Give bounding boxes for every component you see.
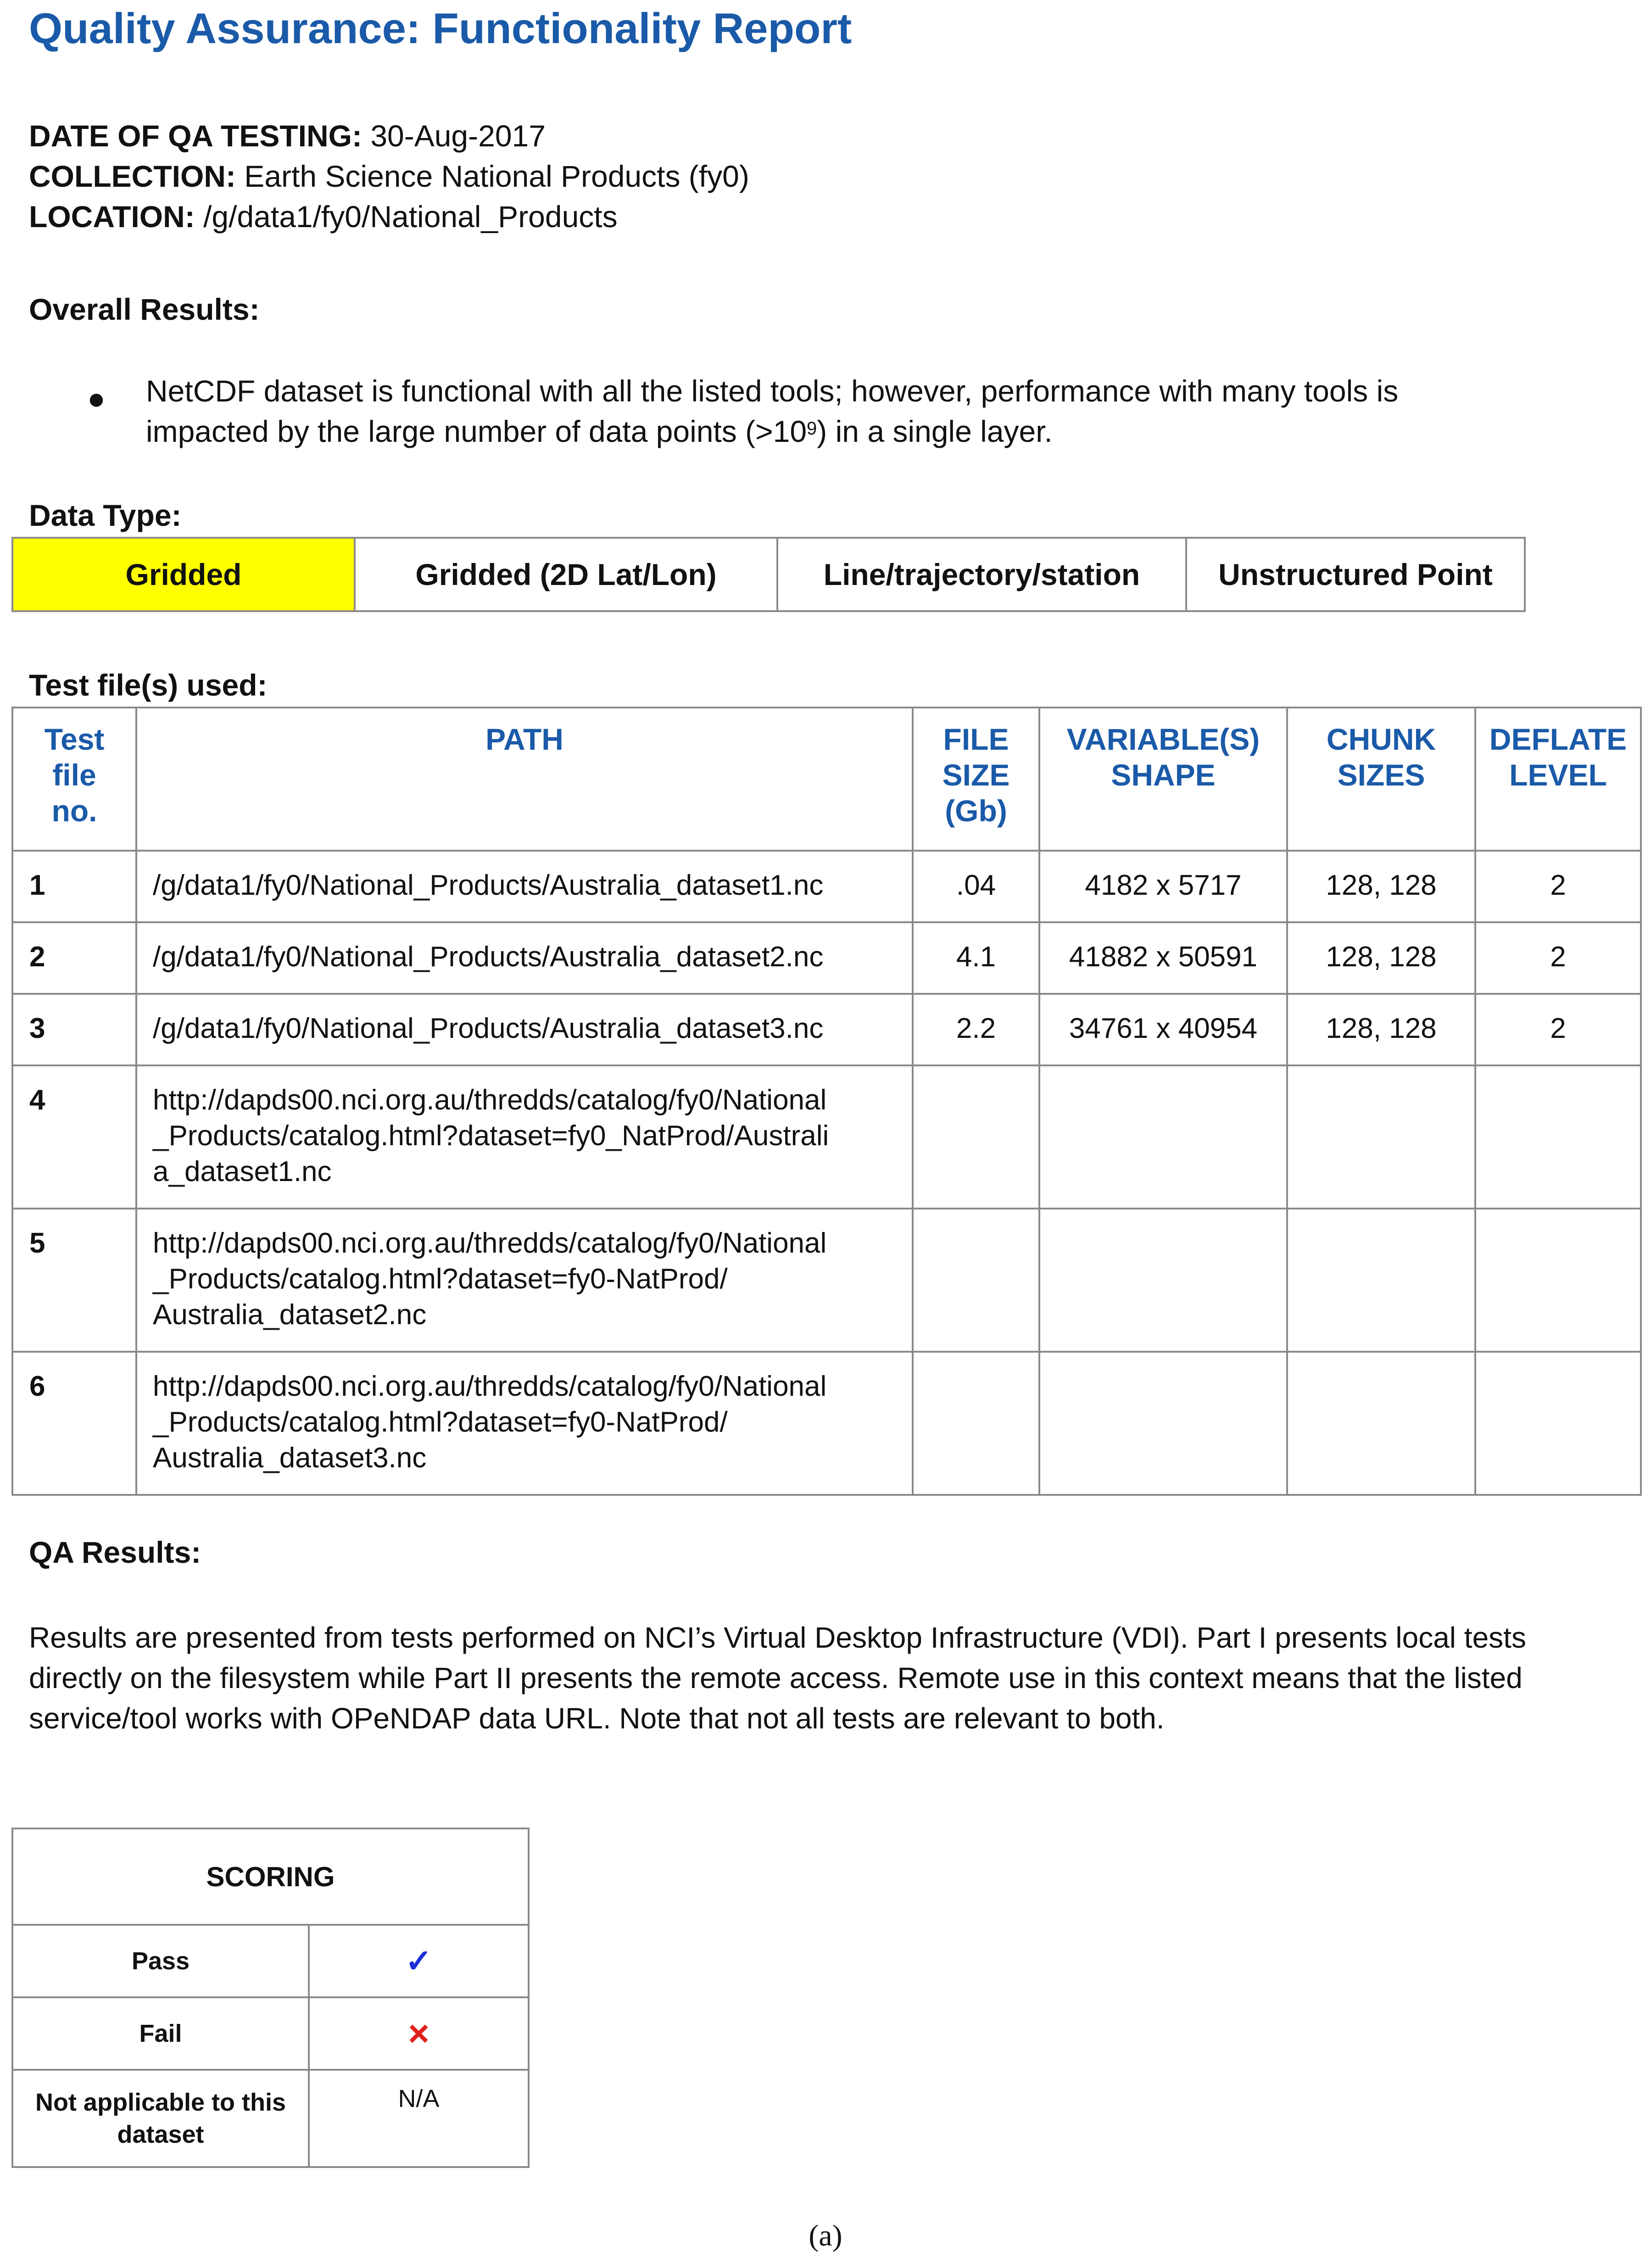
cell-size (913, 1209, 1039, 1352)
check-icon: ✓ (309, 1925, 529, 1997)
table-row (12, 994, 1641, 1065)
cell-path (136, 851, 913, 922)
col-header-line: file (52, 758, 96, 792)
cell-no: 5 (12, 1209, 136, 1352)
cross-icon: × (309, 1997, 529, 2070)
scoring-row (12, 1997, 529, 2070)
collection-value: Earth Science National Products (fy0) (244, 159, 749, 193)
data-type-line: Line/trajectory/station (777, 538, 1186, 611)
col-header-line: FILE (943, 722, 1009, 756)
col-header-no (12, 708, 136, 851)
path-line: Australia_dataset2.nc (153, 1299, 427, 1331)
data-type-unstructured: Unstructured Point (1186, 538, 1525, 611)
path-line: /g/data1/fy0/National_Products/Australia_dataset2.nc (153, 941, 824, 973)
col-header-line: no. (51, 794, 97, 828)
cell-chunk (1287, 1352, 1475, 1495)
cell-size (913, 1352, 1039, 1495)
col-header-line: DEFLATE (1489, 722, 1627, 756)
path-line: http://dapds00.nci.org.au/thredds/catalog/fy0/National (153, 1371, 827, 1402)
col-header-deflate (1475, 708, 1641, 851)
bullet-icon: ● (87, 381, 106, 415)
cell-deflate (1475, 1065, 1641, 1209)
report-title: Quality Assurance: Functionality Report (29, 4, 852, 52)
location-value: /g/data1/fy0/National_Products (203, 200, 618, 234)
cell-path (136, 922, 913, 994)
data-type-gridded: Gridded (12, 538, 355, 611)
cell-path (136, 994, 913, 1065)
location-line (29, 196, 618, 237)
table-row (12, 1209, 1641, 1352)
na-value: N/A (309, 2070, 529, 2167)
scoring-label: Fail (12, 1997, 309, 2070)
table-row (12, 922, 1641, 994)
cell-deflate: 2 (1475, 922, 1641, 994)
cell-no: 2 (12, 922, 136, 994)
cell-shape (1039, 1209, 1287, 1352)
test-files-table (11, 707, 1642, 1496)
col-header-line: SHAPE (1111, 758, 1216, 792)
scoring-title: SCORING (12, 1828, 529, 1925)
cell-deflate (1475, 1209, 1641, 1352)
collection-line (29, 156, 749, 196)
test-files-heading: Test file(s) used: (29, 668, 268, 702)
date-line (29, 116, 546, 156)
col-header-path: PATH (136, 708, 913, 851)
cell-shape (1039, 1065, 1287, 1209)
cell-chunk (1287, 1065, 1475, 1209)
cell-path (136, 1065, 913, 1209)
qa-results-paragraph: Results are presented from tests performed on NCI’s Virtual Desktop Infrastructure (VDI). Part I presents local tests directly on the filesystem while Part II presents the remote access. Remote use in this context means that the listed service/tool works with OPeNDAP data URL. Note that not all tests are relevant to both. (29, 1621, 1526, 1735)
col-header-line: LEVEL (1509, 758, 1607, 792)
cell-shape: 4182 x 5717 (1039, 851, 1287, 922)
col-header-size (913, 708, 1039, 851)
cell-chunk: 128, 128 (1287, 922, 1475, 994)
cell-chunk: 128, 128 (1287, 994, 1475, 1065)
scoring-table (11, 1828, 530, 2168)
scoring-label: Pass (12, 1925, 309, 1997)
cell-no: 3 (12, 994, 136, 1065)
qa-results-heading: QA Results: (29, 1535, 201, 1569)
collection-label: COLLECTION: (29, 159, 236, 193)
scoring-row (12, 1925, 529, 1997)
col-header-line: SIZES (1337, 758, 1425, 792)
cell-no: 4 (12, 1065, 136, 1209)
cell-size: .04 (913, 851, 1039, 922)
path-line: a_dataset1.nc (153, 1156, 332, 1187)
path-line: http://dapds00.nci.org.au/thredds/catalog/fy0/National (153, 1227, 827, 1259)
table-row (12, 1352, 1641, 1495)
overall-results-bullet (146, 371, 1523, 451)
table-header-row (12, 708, 1641, 851)
col-header-line: SIZE (942, 758, 1010, 792)
path-line: http://dapds00.nci.org.au/thredds/catalog/fy0/National (153, 1084, 827, 1116)
date-value: 30-Aug-2017 (370, 119, 546, 153)
col-header-line: (Gb) (945, 794, 1007, 828)
scoring-label: Not applicable to this dataset (12, 2070, 309, 2167)
path-line: _Products/catalog.html?dataset=fy0_NatProd/Australi (153, 1120, 829, 1152)
bullet-text-end: ) in a single layer. (817, 414, 1053, 448)
cell-chunk: 128, 128 (1287, 851, 1475, 922)
cell-size: 4.1 (913, 922, 1039, 994)
bullet-text-start: NetCDF dataset is functional with all the listed tools; however, performance with many tools is impacted by the large number of data points (>10 (146, 374, 1399, 448)
col-header-line: Test (44, 722, 105, 756)
cell-size (913, 1065, 1039, 1209)
overall-results-heading: Overall Results: (29, 292, 260, 326)
table-row (12, 851, 1641, 922)
cell-shape (1039, 1352, 1287, 1495)
path-line: _Products/catalog.html?dataset=fy0-NatProd/ (153, 1263, 728, 1295)
cell-deflate: 2 (1475, 994, 1641, 1065)
exponent: 9 (807, 418, 817, 439)
table-row (12, 1065, 1641, 1209)
figure-caption: (a) (809, 2219, 842, 2252)
col-header-line: VARIABLE(S) (1066, 722, 1260, 756)
col-header-line: CHUNK (1326, 722, 1436, 756)
path-line: _Products/catalog.html?dataset=fy0-NatProd/ (153, 1406, 728, 1438)
cell-shape: 34761 x 40954 (1039, 994, 1287, 1065)
cell-no: 1 (12, 851, 136, 922)
cell-shape: 41882 x 50591 (1039, 922, 1287, 994)
cell-path (136, 1352, 913, 1495)
col-header-chunk (1287, 708, 1475, 851)
cell-deflate (1475, 1352, 1641, 1495)
scoring-row (12, 2070, 529, 2167)
col-header-shape (1039, 708, 1287, 851)
data-type-gridded-2d: Gridded (2D Lat/Lon) (355, 538, 777, 611)
cell-no: 6 (12, 1352, 136, 1495)
cell-deflate: 2 (1475, 851, 1641, 922)
path-line: /g/data1/fy0/National_Products/Australia_dataset3.nc (153, 1013, 824, 1044)
cell-chunk (1287, 1209, 1475, 1352)
cell-path (136, 1209, 913, 1352)
cell-size: 2.2 (913, 994, 1039, 1065)
location-label: LOCATION: (29, 200, 195, 234)
path-line: /g/data1/fy0/National_Products/Australia_dataset1.nc (153, 869, 824, 901)
date-label: DATE OF QA TESTING: (29, 119, 362, 153)
data-type-heading: Data Type: (29, 498, 182, 532)
path-line: Australia_dataset3.nc (153, 1442, 427, 1474)
data-type-table (11, 537, 1526, 612)
